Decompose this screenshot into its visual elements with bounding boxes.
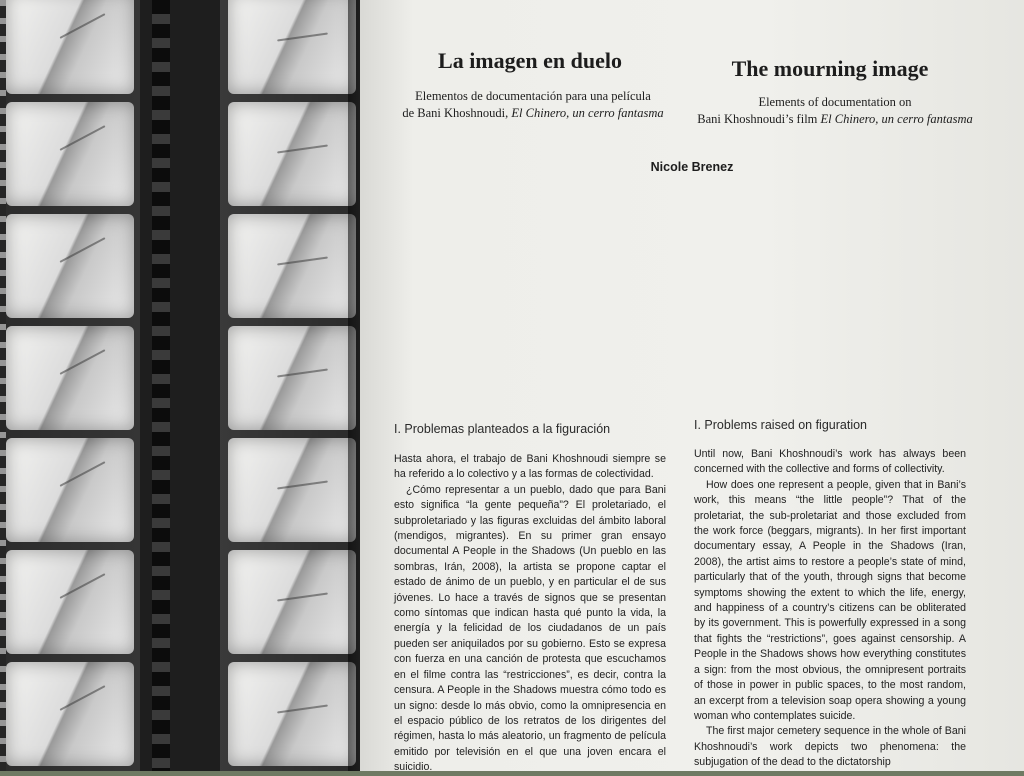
spanish-title: La imagen en duelo [438,48,622,73]
english-subtitle-line-2 [680,111,990,128]
film-frame [228,326,356,430]
spanish-paragraph: ¿Cómo representar a un pueblo, dado que para Bani esto significa “la gente pequeña”? El proletariado, el subproletariado y las figuras excluidas del ámbito laboral (mendigos, migrantes). En su primer gran ensayo documental A People in the Shadows (Un pueblo en las sombras, Irán, 2008), la artista se propone captar el estado de ánimo de un pueblo, y en particular el de sus jóvenes. Lo hace a través de signos que se presentan como síntomas que indican hasta qué punto la vida, la energía y la felicidad de los ciudadanos de un país pueden ser aniquilados por su gobierno. Esto se expresa con fuerza en una canción de protesta que escuchamos en el filme contra las “restricciones”, es decir, contra la censura. A People in the Shadows muestra cómo todo es un signo: desde lo más obvio, como la omnipresencia en el espacio público de los retratos de los dirigentes del régimen, hasta lo más aleatorio, un fragmento de película emitido por televisión en el que una joven encara el suicidio. [394,483,666,774]
film-frame [228,102,356,206]
film-sprocket-strip [140,0,220,771]
spanish-body-column [394,452,666,776]
english-subtitle [680,94,990,128]
english-body-column [694,447,966,771]
film-frame [228,0,356,94]
english-paragraph: The first major cemetery sequence in the whole of Bani Khoshnoudi’s work depicts two phenomena: the subjugation of the dead to the dictatorship [694,725,966,769]
spanish-subtitle-line-2 [378,105,688,122]
english-title: The mourning image [731,56,929,81]
film-frame [6,0,134,94]
film-frame [6,662,134,766]
spanish-section-heading: I. Problemas planteados a la figuración [394,422,611,436]
film-frame [6,214,134,318]
film-frame [228,438,356,542]
film-frames-right [228,0,356,771]
film-frame [6,438,134,542]
english-film-title: El Chinero, un cerro fantasma [820,112,973,126]
spanish-film-title: El Chinero, un cerro fantasma [511,106,664,120]
english-paragraph: How does one represent a people, given that in Bani’s work, this means “the little people”? That of the proletariat, the sub-proletariat and those excluded from the work force (beggars, migrants). In her first important documentary essay, A People in the Shadows (Iran, 2008), the artist aims to restore a people’s state of mind, particularly that of the youth, through signs that become symptoms showing the extent to which the life, energy, and happiness of a country’s citizens can be obliterated by its government. This is powerfully expressed in a song that fights the “restrictions”, goes against censorship. A People in the Shadows shows how everything constitutes a sign: from the most obvious, the omnipresent portraits of those in power in public spaces, to the most random, an excerpt from a television soap opera showing a young woman who contemplates suicide. [694,478,966,722]
film-frame [6,326,134,430]
spanish-subtitle-prefix: de Bani Khoshnoudi, [402,106,509,120]
book-gutter-shadow [348,0,360,771]
spanish-subtitle [378,88,688,122]
author-name: Nicole Brenez [650,160,734,174]
film-frame [228,662,356,766]
text-page [360,0,1024,774]
english-section-heading: I. Problems raised on figuration [694,418,868,432]
spanish-subtitle-line-1: Elementos de documentación para una película [415,89,651,103]
film-frame [6,102,134,206]
english-subtitle-prefix: Bani Khoshnoudi’s film [697,112,818,126]
film-frames-left [6,0,134,771]
english-subtitle-line-1: Elements of documentation on [758,95,912,109]
film-frame [228,214,356,318]
film-strip-photo [0,0,360,771]
film-frame [228,550,356,654]
spanish-paragraph: Hasta ahora, el trabajo de Bani Khoshnoudi siempre se ha referido a lo colectivo y a las formas de colectividad. [394,453,666,481]
film-frame [6,550,134,654]
english-paragraph: Until now, Bani Khoshnoudi’s work has always been concerned with the collective and forms of collectivity. [694,448,966,476]
